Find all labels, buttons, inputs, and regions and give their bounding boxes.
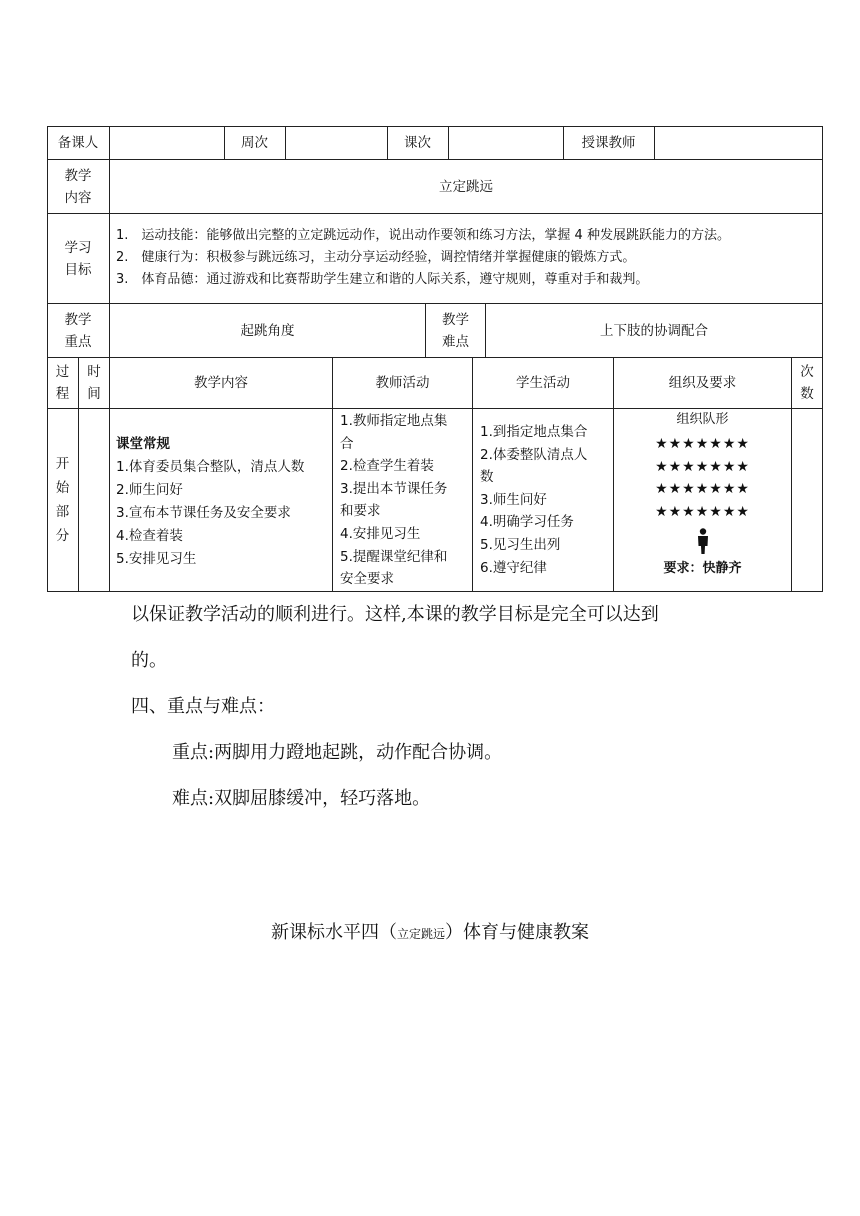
student-activity-line: 4.明确学习任务 [480, 514, 574, 531]
key-point-label [47, 304, 109, 357]
teacher-activity-line: 2.检查学生着装 [340, 458, 434, 475]
person-icon [614, 523, 791, 559]
content-label-line: 内容 [64, 189, 92, 206]
content-item: 5.安排见习生 [116, 551, 197, 567]
objectives-label-line: 目标 [64, 261, 92, 278]
week-value-field[interactable] [286, 126, 387, 160]
formation-requirement: 要求：快静齐 [663, 561, 742, 576]
key-point-text: 重点:两脚用力蹬地起跳，动作配合协调。 [172, 742, 503, 763]
start-section-label-char: 分 [55, 528, 70, 544]
header-time [79, 358, 109, 408]
routine-title: 课堂常规 [116, 436, 170, 452]
header-process-line: 程 [55, 386, 70, 402]
lesson-value-field[interactable] [449, 126, 563, 160]
teacher-activity-line: 3.提出本节课任务 [340, 480, 448, 497]
header-process [47, 358, 78, 408]
student-activity-line: 6.遵守纪律 [480, 559, 547, 576]
start-section-label-char: 始 [55, 480, 70, 496]
objectives-label-line: 学习 [64, 239, 92, 256]
header-time-line: 时 [87, 364, 101, 380]
lesson-label: 课次 [404, 135, 431, 151]
difficulty-label [426, 304, 485, 357]
document-title [0, 918, 860, 944]
header-count-line: 次 [800, 364, 814, 380]
organization-cell [614, 410, 791, 579]
header-process-line: 过 [55, 364, 70, 380]
content-item: 1.体育委员集合整队，清点人数 [116, 459, 305, 475]
header-student-activity: 学生活动 [516, 375, 570, 391]
teacher-activity-line: 和要求 [340, 503, 381, 520]
student-activity [480, 421, 612, 579]
week-label: 周次 [241, 135, 268, 151]
paragraph-line: 以保证教学活动的顺利进行。这样,本课的教学目标是完全可以达到 [131, 604, 659, 625]
start-section-label-char: 部 [55, 504, 70, 520]
content-value: 立定跳远 [439, 178, 493, 195]
teacher-activity-line: 安全要求 [340, 571, 394, 588]
teacher-activity-line: 5.提醒课堂纪律和 [340, 548, 448, 565]
start-section-label [47, 409, 78, 591]
content-item: 2.师生问好 [116, 482, 183, 498]
objective-item: 2. 健康行为：积极参与跳远练习，主动分享运动经验，调控情绪并掌握健康的锻炼方式。 [116, 250, 636, 265]
teacher-value-field[interactable] [655, 126, 822, 160]
section-heading: 四、重点与难点： [131, 696, 275, 717]
header-content: 教学内容 [194, 375, 248, 391]
key-point-label-line: 教学 [64, 311, 92, 328]
difficulty-value: 上下肢的协调配合 [600, 322, 708, 339]
start-section-label-char: 开 [55, 456, 70, 472]
header-organization: 组织及要求 [668, 375, 737, 391]
student-activity-line: 数 [480, 469, 494, 486]
document-title-part: ）体育与健康教案 [445, 922, 589, 943]
key-point-label-line: 重点 [64, 333, 92, 350]
difficulty-label-line: 教学 [442, 311, 469, 328]
preparer-label: 备课人 [57, 135, 99, 151]
content-item: 4.检查着装 [116, 528, 183, 544]
student-activity-line: 1.到指定地点集合 [480, 424, 588, 440]
start-content [116, 433, 330, 571]
teacher-activity [340, 410, 472, 591]
student-activity-line: 5.见习生出列 [480, 536, 561, 553]
formation-row: ★★★★★★★ [655, 481, 750, 497]
objective-item: 1. 运动技能：能够做出完整的立定跳远动作，说出动作要领和练习方法，掌握 4 种发展跳跃能力的方法。 [116, 228, 730, 243]
difficulty-label-line: 难点 [442, 333, 469, 350]
header-teacher-activity: 教师活动 [375, 375, 430, 391]
formation-row: ★★★★★★★ [655, 503, 750, 520]
teacher-activity-line: 4.安排见习生 [340, 525, 421, 542]
preparer-value-field[interactable] [110, 126, 224, 160]
teacher-activity-line: 合 [340, 435, 354, 452]
formation-row: ★★★★★★★ [655, 458, 750, 475]
objective-item: 3. 体育品德：通过游戏和比赛帮助学生建立和谐的人际关系，遵守规则，尊重对手和裁判。 [116, 272, 649, 287]
header-count [792, 358, 822, 408]
content-label-line: 教学 [64, 167, 92, 184]
document-title-part: 新课标水平四（ [270, 922, 397, 943]
student-activity-line: 3.师生问好 [480, 491, 547, 508]
objectives-list [116, 225, 822, 291]
student-activity-line: 2.体委整队清点人 [480, 446, 588, 463]
document-title-topic: 立定跳远 [396, 927, 445, 941]
content-item: 3.宣布本节课任务及安全要求 [116, 505, 291, 521]
header-time-line: 间 [87, 386, 101, 402]
content-label [47, 160, 109, 213]
difficulty-text: 难点:双脚屈膝缓冲，轻巧落地。 [172, 788, 431, 809]
formation-row: ★★★★★★★ [655, 436, 750, 452]
header-count-line: 数 [800, 386, 814, 402]
teacher-activity-line: 1.教师指定地点集 [340, 413, 448, 429]
objectives-label [47, 214, 109, 303]
key-point-value: 起跳角度 [240, 322, 295, 339]
teacher-label: 授课教师 [581, 135, 636, 151]
formation-title: 组织队形 [676, 412, 729, 427]
paragraph-line: 的。 [131, 650, 167, 671]
